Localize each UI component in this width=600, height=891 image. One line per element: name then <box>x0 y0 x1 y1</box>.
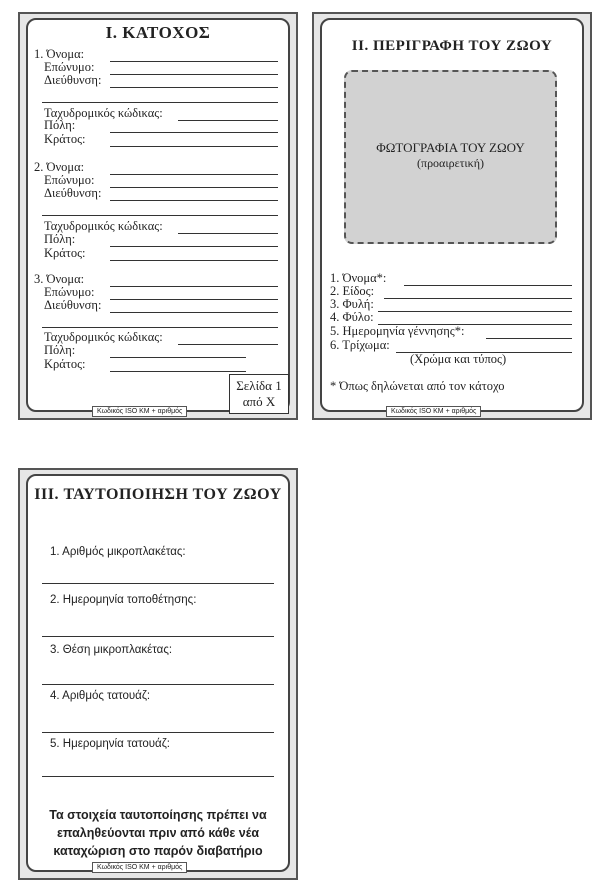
photo-sublabel: (προαιρετική) <box>417 156 484 170</box>
owner-name-label: 1. Όνομα: <box>34 47 85 61</box>
implant-date-line[interactable] <box>42 636 274 637</box>
owner-name-line[interactable] <box>110 61 278 62</box>
owner-surname-label: Επώνυμο: <box>44 60 95 74</box>
identification-section-title: III. ΤΑΥΤΟΠΟΙΗΣΗ ΤΟΥ ΖΩΟΥ <box>34 486 282 503</box>
owner-address-label: Διεύθυνση: <box>44 73 102 87</box>
animal-identification-page <box>18 468 298 880</box>
page-number-line1: Σελίδα 1 <box>236 378 282 393</box>
owner-postal-label: Ταχυδρομικός κώδικας: <box>44 106 163 120</box>
verification-note-line-1: Τα στοιχεία ταυτοποίησης πρέπει να <box>49 808 267 822</box>
page-number-box <box>229 374 289 414</box>
tattoo-date-label: 5. Ημερομηνία τατουάζ: <box>50 738 170 750</box>
owner-surname-label: Επώνυμο: <box>44 173 95 187</box>
owner-name-line[interactable] <box>110 174 278 175</box>
breed-line[interactable] <box>378 311 572 312</box>
owner-name-label: 2. Όνομα: <box>34 160 85 174</box>
owner-country-line[interactable] <box>110 146 278 147</box>
owner-name-line[interactable] <box>110 286 278 287</box>
owner-country-label: Κράτος: <box>44 246 86 260</box>
breed-label: 3. Φυλή: <box>330 297 374 311</box>
owner-surname-line[interactable] <box>110 74 278 75</box>
owner-postal-line[interactable] <box>178 120 278 121</box>
owner-city-label: Πόλη: <box>44 118 76 132</box>
owner-declared-note: * Όπως δηλώνεται από τον κάτοχο <box>330 379 505 393</box>
owner-section-title: I. ΚΑΤΟΧΟΣ <box>105 23 211 42</box>
species-line[interactable] <box>384 298 572 299</box>
tattoo-number-line[interactable] <box>42 732 274 733</box>
animal-name-line[interactable] <box>404 285 572 286</box>
owner-address-line-2[interactable] <box>42 327 278 328</box>
microchip-number-label: 1. Αριθμός μικροπλακέτας: <box>50 546 186 558</box>
owner-surname-line[interactable] <box>110 299 278 300</box>
owner-page <box>18 12 298 420</box>
description-section-title: II. ΠΕΡΙΓΡΑΦΗ ΤΟΥ ΖΩΟΥ <box>351 38 553 54</box>
owner-postal-label: Ταχυδρομικός κώδικας: <box>44 330 163 344</box>
verification-note-line-3: καταχώριση στο παρόν διαβατήριο <box>53 844 263 858</box>
birth-date-line[interactable] <box>486 338 572 339</box>
owner-address-line[interactable] <box>110 312 278 313</box>
owner-country-label: Κράτος: <box>44 132 86 146</box>
owner-address-label: Διεύθυνση: <box>44 298 102 312</box>
animal-name-label: 1. Όνομα*: <box>330 271 387 285</box>
tattoo-number-label: 4. Αριθμός τατουάζ: <box>50 690 151 702</box>
animal-description-page <box>312 12 592 420</box>
owner-postal-line[interactable] <box>178 344 278 345</box>
owner-country-line[interactable] <box>110 260 278 261</box>
sex-label: 4. Φύλο: <box>330 310 374 324</box>
owner-address-line[interactable] <box>110 200 278 201</box>
species-label: 2. Είδος: <box>330 284 375 298</box>
owner-city-line[interactable] <box>110 246 278 247</box>
coat-label: 6. Τρίχωμα: <box>330 338 390 352</box>
coat-hint: (Χρώμα και τύπος) <box>410 352 507 366</box>
microchip-location-line[interactable] <box>42 684 274 685</box>
birth-date-label: 5. Ημερομηνία γέννησης*: <box>330 324 465 338</box>
microchip-location-label: 3. Θέση μικροπλακέτας: <box>50 644 173 656</box>
tattoo-date-line[interactable] <box>42 776 274 777</box>
animal-photo-placeholder[interactable] <box>344 70 557 244</box>
photo-label: ΦΩΤΟΓΡΑΦΙΑ ΤΟΥ ΖΩΟΥ <box>376 140 525 155</box>
implant-date-label: 2. Ημερομηνία τοποθέτησης: <box>50 594 197 606</box>
iso-code-footer: Κωδικός ISO ΚΜ + αριθμός <box>92 406 187 417</box>
owner-surname-line[interactable] <box>110 187 278 188</box>
iso-code-footer: Κωδικός ISO ΚΜ + αριθμός <box>92 862 187 873</box>
owner-country-line[interactable] <box>110 371 246 372</box>
microchip-number-line[interactable] <box>42 583 274 584</box>
owner-city-label: Πόλη: <box>44 343 76 357</box>
owner-country-label: Κράτος: <box>44 357 86 371</box>
iso-code-footer: Κωδικός ISO ΚΜ + αριθμός <box>386 406 481 417</box>
owner-address-line-2[interactable] <box>42 215 278 216</box>
owner-address-line-2[interactable] <box>42 102 278 103</box>
owner-city-line[interactable] <box>110 132 278 133</box>
owner-city-label: Πόλη: <box>44 232 76 246</box>
owner-postal-line[interactable] <box>178 233 278 234</box>
owner-surname-label: Επώνυμο: <box>44 285 95 299</box>
page-number-line2: από Χ <box>242 394 276 409</box>
owner-address-line[interactable] <box>110 87 278 88</box>
verification-note-line-2: επαληθεύονται πριν από κάθε νέα <box>56 826 260 840</box>
owner-postal-label: Ταχυδρομικός κώδικας: <box>44 219 163 233</box>
owner-address-label: Διεύθυνση: <box>44 186 102 200</box>
owner-city-line[interactable] <box>110 357 246 358</box>
owner-name-label: 3. Όνομα: <box>34 272 85 286</box>
